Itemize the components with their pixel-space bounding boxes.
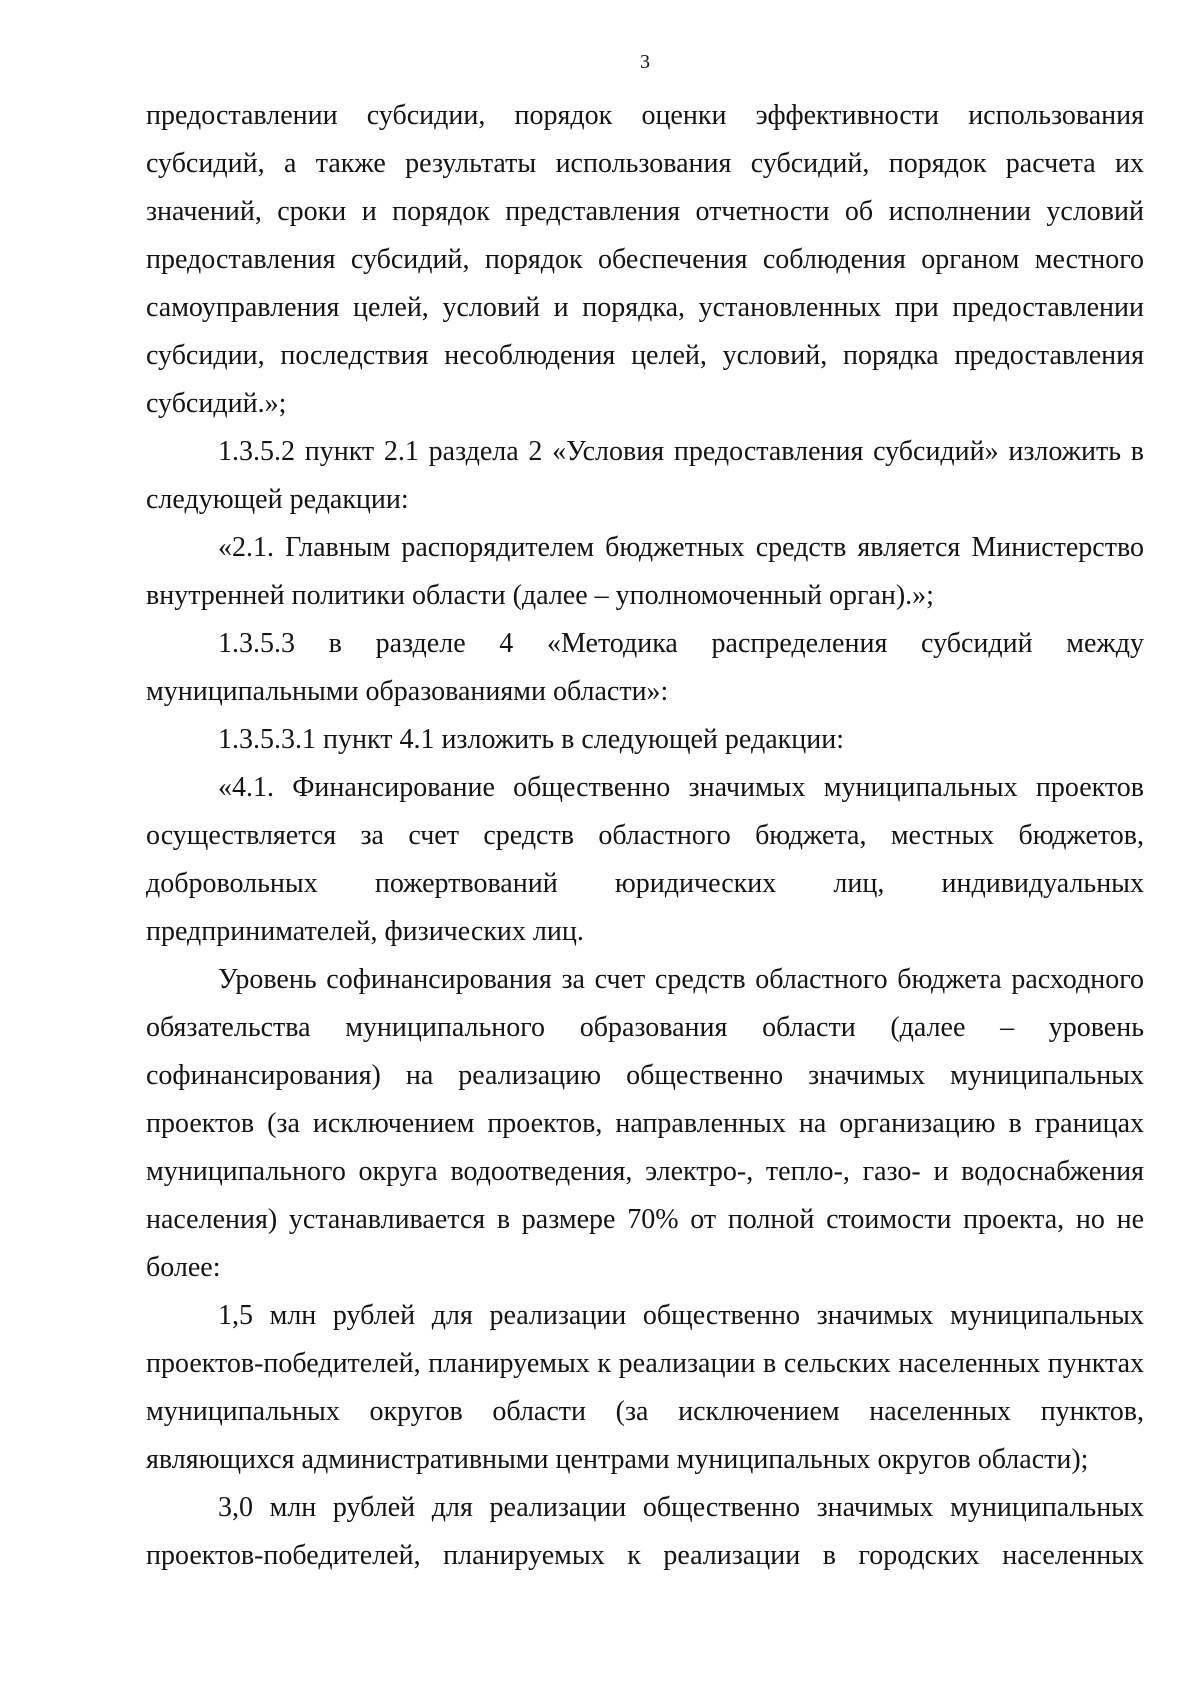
page-number: 3 [640,51,650,73]
paragraph-item-1-3-5-2: 1.3.5.2 пункт 2.1 раздела 2 «Условия предоставления субсидий» изложить в следующей редакции: [146,436,1144,515]
paragraph-subsidy-conditions-end: предоставлении субсидии, порядок оценки эффективности использования субсидий, а также результаты использования субсидий, порядок расчета их значений, сроки и порядок представления отчетности об исполнении условий предоставления субсидий, порядок обеспечения соблюдения органом местного самоуправления целей, условий и порядка, установленных при предоставлении субсидии, последствия несоблюдения целей, условий, порядка предоставления субсидий.»; [146,100,1144,419]
paragraph-item-1-3-5-3: 1.3.5.3 в разделе 4 «Методика распределения субсидий между муниципальными образованиями области»: [146,628,1144,707]
document-body [146,92,1144,1580]
paragraph-item-1-3-5-3-1: 1.3.5.3.1 пункт 4.1 изложить в следующей редакции: [218,724,844,755]
paragraph-quote-4-1: «4.1. Финансирование общественно значимых муниципальных проектов осуществляется за счет средств областного бюджета, местных бюджетов, добровольных пожертвований юридических лиц, индивидуальных предпринимателей, физических лиц. [146,772,1144,947]
paragraph-urban-limit: 3,0 млн рублей для реализации общественно значимых муниципальных проектов-победителей, планируемых к реализации в городских населенных [146,1492,1144,1571]
paragraph-cofinancing-level: Уровень софинансирования за счет средств областного бюджета расходного обязательства муниципального образования области (далее – уровень софинансирования) на реализацию общественно значимых муниципальных проектов (за исключением проектов, направленных на организацию в границах муниципального округа водоотведения, электро-, тепло-, газо- и водоснабжения населения) устанавливается в размере 70% от полной стоимости проекта, но не более: [146,964,1144,1283]
paragraph-rural-limit: 1,5 млн рублей для реализации общественно значимых муниципальных проектов-победителей, планируемых к реализации в сельских населенных пунктах муниципальных округов области (за исключением населенных пунктов, являющихся административными центрами муниципальных округов области); [146,1300,1144,1475]
paragraph-quote-2-1: «2.1. Главным распорядителем бюджетных средств является Министерство внутренней политики области (далее – уполномоченный орган).»; [146,532,1144,611]
